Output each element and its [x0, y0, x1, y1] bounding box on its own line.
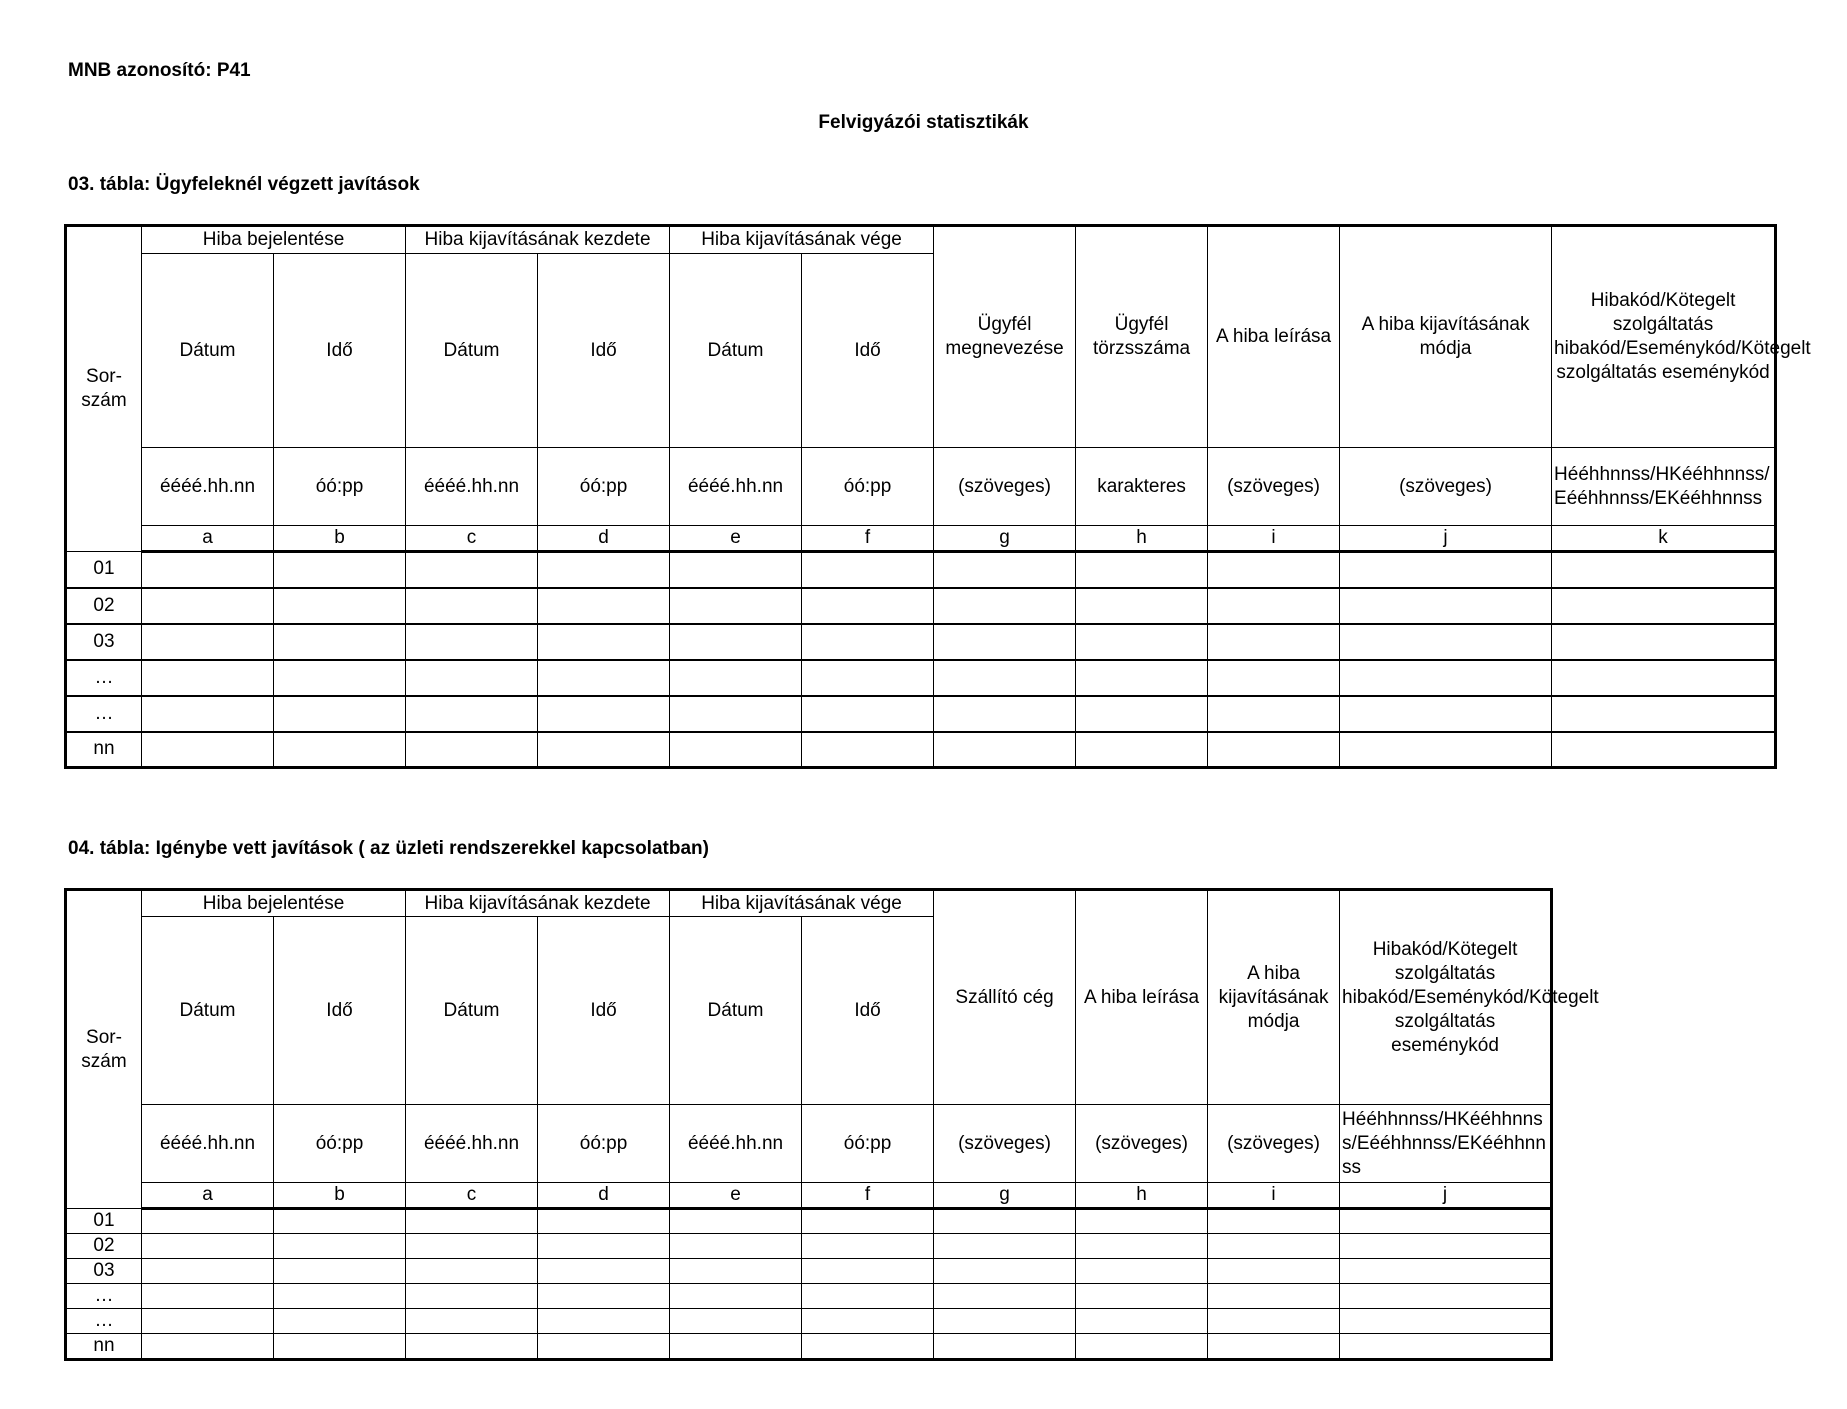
table-cell[interactable] — [1208, 552, 1340, 588]
table-cell[interactable] — [142, 1209, 274, 1234]
row-number: 01 — [66, 552, 142, 588]
table-cell[interactable] — [934, 696, 1076, 732]
table-cell[interactable] — [406, 1334, 538, 1360]
table-cell[interactable] — [1076, 732, 1208, 768]
column-header: Idő — [538, 917, 670, 1105]
table-cell[interactable] — [274, 696, 406, 732]
column-header: Dátum — [670, 917, 802, 1105]
column-letter: a — [142, 526, 274, 552]
table-cell[interactable] — [1340, 732, 1552, 768]
table-cell[interactable] — [934, 1234, 1076, 1259]
row-number-header: Sor- szám — [66, 226, 142, 552]
column-format: (szöveges) — [1340, 448, 1552, 526]
table-cell[interactable] — [802, 552, 934, 588]
table-row — [66, 1209, 1552, 1234]
table-cell[interactable] — [934, 624, 1076, 660]
table-cell[interactable] — [538, 1209, 670, 1234]
table-cell[interactable] — [142, 1334, 274, 1360]
table-cell[interactable] — [802, 732, 934, 768]
table-cell[interactable] — [1340, 624, 1552, 660]
column-header: Dátum — [142, 917, 274, 1105]
column-header: A hiba leírása — [1208, 226, 1340, 448]
table-cell[interactable] — [670, 1309, 802, 1334]
column-format: (szöveges) — [934, 448, 1076, 526]
table-row — [66, 588, 1776, 624]
table-cell[interactable] — [1208, 1334, 1340, 1360]
column-letter: e — [670, 1183, 802, 1209]
column-header: Hibakód/Kötegelt szolgáltatás hibakód/Eseménykód/Kötegelt szolgáltatás eseménykód — [1340, 890, 1552, 1105]
table-cell[interactable] — [274, 1234, 406, 1259]
table-cell[interactable] — [1552, 696, 1776, 732]
row-number: 03 — [66, 1259, 142, 1284]
table-cell[interactable] — [1208, 624, 1340, 660]
table-row — [66, 1284, 1552, 1309]
table-cell[interactable] — [1076, 1234, 1208, 1259]
column-header: Dátum — [406, 917, 538, 1105]
table-cell[interactable] — [670, 1209, 802, 1234]
column-header: Dátum — [406, 254, 538, 448]
table-cell[interactable] — [1076, 588, 1208, 624]
table-cell[interactable] — [1076, 552, 1208, 588]
column-format: óó:pp — [274, 1105, 406, 1183]
column-header: Szállító cég — [934, 890, 1076, 1105]
table-cell[interactable] — [670, 588, 802, 624]
column-header: A hiba leírása — [1076, 890, 1208, 1105]
table-cell[interactable] — [274, 660, 406, 696]
table-row — [66, 1334, 1552, 1360]
table-cell[interactable] — [142, 1259, 274, 1284]
table-cell[interactable] — [274, 1209, 406, 1234]
row-number: 02 — [66, 588, 142, 624]
table-cell[interactable] — [142, 1284, 274, 1309]
table-cell[interactable] — [406, 1209, 538, 1234]
column-letter: i — [1208, 526, 1340, 552]
table-cell[interactable] — [1208, 1259, 1340, 1284]
table-cell[interactable] — [1208, 588, 1340, 624]
table-cell[interactable] — [538, 696, 670, 732]
table-cell[interactable] — [1340, 1234, 1552, 1259]
table-cell[interactable] — [406, 624, 538, 660]
table-cell[interactable] — [406, 660, 538, 696]
row-number: nn — [66, 732, 142, 768]
table-cell[interactable] — [142, 1309, 274, 1334]
table-cell[interactable] — [538, 660, 670, 696]
column-header: Idő — [802, 254, 934, 448]
column-format: karakteres — [1076, 448, 1208, 526]
table-cell[interactable] — [1208, 1284, 1340, 1309]
table-cell[interactable] — [538, 624, 670, 660]
table-cell[interactable] — [802, 624, 934, 660]
table-cell[interactable] — [1340, 1309, 1552, 1334]
table-cell[interactable] — [274, 1259, 406, 1284]
table-row — [66, 696, 1776, 732]
column-format: éééé.hh.nn — [406, 1105, 538, 1183]
table-cell[interactable] — [1208, 732, 1340, 768]
table-cell[interactable] — [274, 552, 406, 588]
column-format: éééé.hh.nn — [670, 1105, 802, 1183]
column-letter: h — [1076, 1183, 1208, 1209]
column-letter: f — [802, 1183, 934, 1209]
table-cell[interactable] — [802, 1309, 934, 1334]
group-header: Hiba kijavításának vége — [670, 226, 934, 254]
table-cell[interactable] — [802, 1234, 934, 1259]
table-cell[interactable] — [1208, 1234, 1340, 1259]
table-cell[interactable] — [406, 732, 538, 768]
column-header: Dátum — [670, 254, 802, 448]
group-header: Hiba bejelentése — [142, 226, 406, 254]
table-cell[interactable] — [1208, 660, 1340, 696]
table-cell[interactable] — [142, 588, 274, 624]
row-number: 02 — [66, 1234, 142, 1259]
table4-caption: 04. tábla: Igénybe vett javítások ( az üzleti rendszerekkel kapcsolatban) — [68, 838, 709, 859]
table-cell[interactable] — [274, 1334, 406, 1360]
table-row — [66, 1259, 1552, 1284]
column-letter: e — [670, 526, 802, 552]
column-letter: g — [934, 1183, 1076, 1209]
table-cell[interactable] — [142, 696, 274, 732]
table-cell[interactable] — [406, 552, 538, 588]
table-cell[interactable] — [406, 1259, 538, 1284]
table-cell[interactable] — [670, 696, 802, 732]
group-header: Hiba kijavításának kezdete — [406, 226, 670, 254]
table-cell[interactable] — [142, 552, 274, 588]
table-row — [66, 732, 1776, 768]
column-letter: a — [142, 1183, 274, 1209]
table-cell[interactable] — [1552, 624, 1776, 660]
table-cell[interactable] — [934, 1284, 1076, 1309]
table-row — [66, 624, 1776, 660]
page-title: Felvigyázói statisztikák — [818, 112, 1029, 133]
table-cell[interactable] — [934, 1209, 1076, 1234]
table-cell[interactable] — [274, 1309, 406, 1334]
table-cell[interactable] — [802, 660, 934, 696]
column-header: Dátum — [142, 254, 274, 448]
column-format: éééé.hh.nn — [142, 1105, 274, 1183]
table-cell[interactable] — [1340, 1259, 1552, 1284]
table-cell[interactable] — [1208, 696, 1340, 732]
table-cell[interactable] — [274, 732, 406, 768]
column-header: Ügyfél megnevezése — [934, 226, 1076, 448]
table-cell[interactable] — [538, 732, 670, 768]
table-cell[interactable] — [934, 552, 1076, 588]
table-cell[interactable] — [1076, 1309, 1208, 1334]
table-cell[interactable] — [934, 1309, 1076, 1334]
column-format: (szöveges) — [1208, 1105, 1340, 1183]
column-letter: f — [802, 526, 934, 552]
column-letter: b — [274, 526, 406, 552]
column-format: (szöveges) — [1208, 448, 1340, 526]
column-header: A hiba kijavításának módja — [1208, 890, 1340, 1105]
column-format: Hééhhnnss/HKééhhnnss/Eééhhnnss/EKééhhnnss — [1552, 448, 1776, 526]
table-cell[interactable] — [670, 1284, 802, 1309]
table-cell[interactable] — [802, 696, 934, 732]
table-cell[interactable] — [406, 696, 538, 732]
mnb-identifier: MNB azonosító: P41 — [68, 60, 251, 81]
row-number: … — [66, 696, 142, 732]
column-letter: j — [1340, 1183, 1552, 1209]
table-cell[interactable] — [670, 624, 802, 660]
table-cell[interactable] — [1340, 660, 1552, 696]
table-cell[interactable] — [538, 1259, 670, 1284]
table-cell[interactable] — [1340, 1209, 1552, 1234]
column-format: óó:pp — [538, 1105, 670, 1183]
table-cell[interactable] — [1076, 1284, 1208, 1309]
group-header: Hiba kijavításának vége — [670, 890, 934, 917]
column-format: óó:pp — [802, 448, 934, 526]
table-cell[interactable] — [1076, 1334, 1208, 1360]
table-cell[interactable] — [1076, 1259, 1208, 1284]
column-header: Idő — [274, 254, 406, 448]
table-cell[interactable] — [1552, 732, 1776, 768]
table-cell[interactable] — [670, 1234, 802, 1259]
column-format: éééé.hh.nn — [406, 448, 538, 526]
table-cell[interactable] — [934, 732, 1076, 768]
table-cell[interactable] — [802, 1209, 934, 1234]
table-cell[interactable] — [538, 1284, 670, 1309]
column-format: óó:pp — [538, 448, 670, 526]
column-letter: g — [934, 526, 1076, 552]
table-cell[interactable] — [934, 588, 1076, 624]
table-cell[interactable] — [1340, 1334, 1552, 1360]
row-number-header: Sor- szám — [66, 890, 142, 1209]
table-cell[interactable] — [142, 1234, 274, 1259]
table-cell[interactable] — [670, 660, 802, 696]
column-header: Hibakód/Kötegelt szolgáltatás hibakód/Eseménykód/Kötegelt szolgáltatás eseménykód — [1552, 226, 1776, 448]
row-number: … — [66, 1309, 142, 1334]
table-cell[interactable] — [1076, 660, 1208, 696]
table-cell[interactable] — [538, 1309, 670, 1334]
column-format: óó:pp — [274, 448, 406, 526]
table-cell[interactable] — [1076, 624, 1208, 660]
column-letter: i — [1208, 1183, 1340, 1209]
table-cell[interactable] — [1552, 588, 1776, 624]
table-cell[interactable] — [670, 1334, 802, 1360]
table-cell[interactable] — [1076, 696, 1208, 732]
table-cell[interactable] — [802, 1284, 934, 1309]
table-cell[interactable] — [1340, 1284, 1552, 1309]
column-letter: j — [1340, 526, 1552, 552]
table-cell[interactable] — [802, 1259, 934, 1284]
table-cell[interactable] — [670, 732, 802, 768]
column-format: (szöveges) — [1076, 1105, 1208, 1183]
table-cell[interactable] — [934, 660, 1076, 696]
table-cell[interactable] — [142, 660, 274, 696]
table-cell[interactable] — [802, 1334, 934, 1360]
column-format: éééé.hh.nn — [142, 448, 274, 526]
table-cell[interactable] — [142, 624, 274, 660]
column-letter: c — [406, 526, 538, 552]
table-cell[interactable] — [274, 588, 406, 624]
table-cell[interactable] — [934, 1334, 1076, 1360]
column-letter: c — [406, 1183, 538, 1209]
group-header: Hiba bejelentése — [142, 890, 406, 917]
table-cell[interactable] — [538, 1334, 670, 1360]
table-cell[interactable] — [1076, 1209, 1208, 1234]
column-format: éééé.hh.nn — [670, 448, 802, 526]
column-format: (szöveges) — [934, 1105, 1076, 1183]
row-number: 03 — [66, 624, 142, 660]
column-header: Idő — [274, 917, 406, 1105]
table-cell[interactable] — [1340, 696, 1552, 732]
column-header: A hiba kijavításának módja — [1340, 226, 1552, 448]
column-letter: h — [1076, 526, 1208, 552]
column-header: Idő — [538, 254, 670, 448]
column-letter: b — [274, 1183, 406, 1209]
table-cell[interactable] — [406, 1309, 538, 1334]
table-row — [66, 552, 1776, 588]
table-cell[interactable] — [538, 552, 670, 588]
table-cell[interactable] — [1340, 552, 1552, 588]
table-cell[interactable] — [406, 588, 538, 624]
table-cell[interactable] — [274, 1284, 406, 1309]
table-cell[interactable] — [406, 1284, 538, 1309]
table-cell[interactable] — [934, 1259, 1076, 1284]
table-cell[interactable] — [670, 552, 802, 588]
table-cell[interactable] — [538, 588, 670, 624]
table-cell[interactable] — [274, 624, 406, 660]
row-number: … — [66, 660, 142, 696]
column-letter: k — [1552, 526, 1776, 552]
column-header: Idő — [802, 917, 934, 1105]
column-format: óó:pp — [802, 1105, 934, 1183]
group-header: Hiba kijavításának kezdete — [406, 890, 670, 917]
column-format: Hééhhnnss/HKééhhnnss/Eééhhnnss/EKééhhnnss — [1340, 1105, 1552, 1183]
table3 — [64, 224, 1811, 769]
table4 — [64, 888, 1599, 1361]
table-cell[interactable] — [406, 1234, 538, 1259]
column-letter: d — [538, 1183, 670, 1209]
table-cell[interactable] — [1208, 1209, 1340, 1234]
row-number: nn — [66, 1334, 142, 1360]
table-cell[interactable] — [670, 1259, 802, 1284]
row-number: 01 — [66, 1209, 142, 1234]
table-row — [66, 660, 1776, 696]
column-header: Ügyfél törzsszáma — [1076, 226, 1208, 448]
table-cell[interactable] — [538, 1234, 670, 1259]
table-cell[interactable] — [142, 732, 274, 768]
table-cell[interactable] — [1552, 552, 1776, 588]
row-number: … — [66, 1284, 142, 1309]
table-cell[interactable] — [1208, 1309, 1340, 1334]
table-row — [66, 1309, 1552, 1334]
column-letter: d — [538, 526, 670, 552]
table-row — [66, 1234, 1552, 1259]
table3-caption: 03. tábla: Ügyfeleknél végzett javítások — [68, 174, 420, 195]
table-cell[interactable] — [1340, 588, 1552, 624]
table-cell[interactable] — [1552, 660, 1776, 696]
table-cell[interactable] — [802, 588, 934, 624]
